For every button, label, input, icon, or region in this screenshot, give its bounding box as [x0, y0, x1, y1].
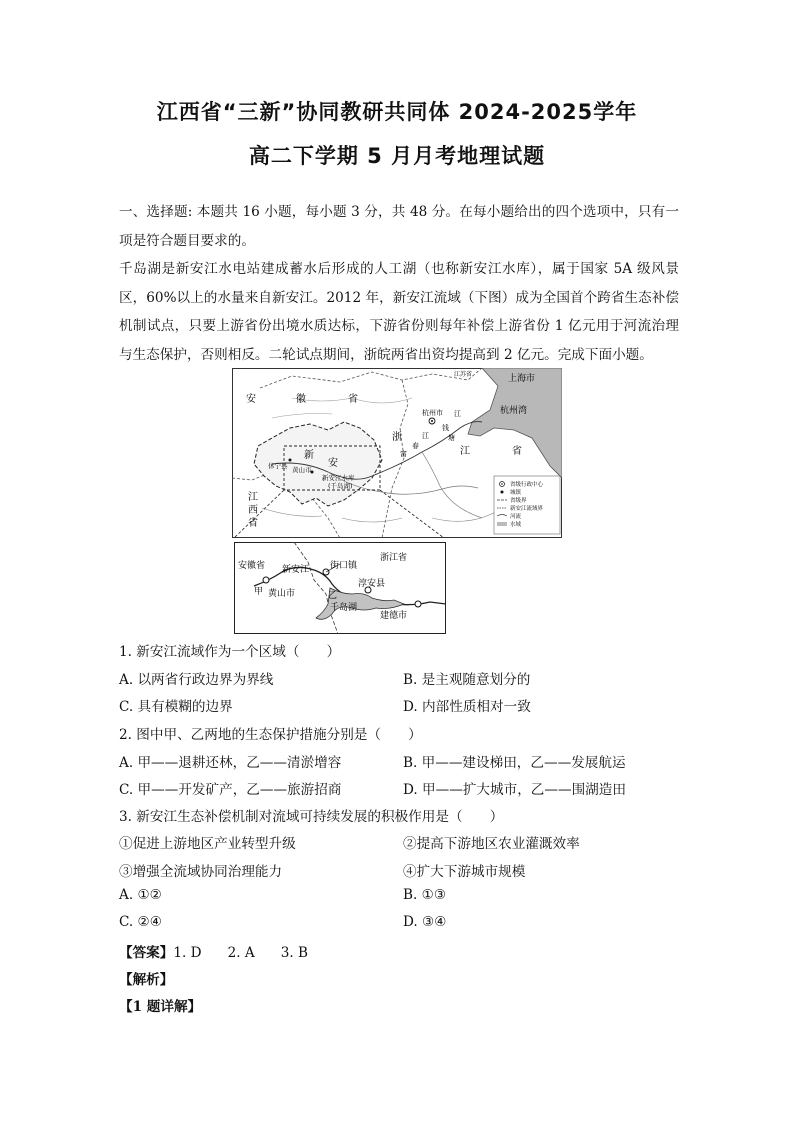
inset-label-anhui: 安徽省	[238, 561, 266, 571]
label-jiangxi-jiang: 江	[248, 492, 258, 503]
label-zhe-sheng: 省	[512, 446, 522, 457]
label-shanghai: 上海市	[508, 374, 536, 384]
inset-label-qiandaohu: 千岛湖	[330, 603, 358, 613]
legend-provincial-border: 省级界	[510, 498, 527, 504]
marker-jiande	[415, 601, 421, 607]
answer-label: 【答案】	[119, 945, 174, 961]
section-instructions: 一、选择题: 本题共 16 小题，每小题 3 分，共 48 分。在每小题给出的四个选项中，只有一项是符合题目要求的。	[119, 204, 679, 249]
label-tang: 塘	[448, 434, 455, 442]
label-qian: 钱	[442, 424, 449, 432]
label-xiuning: 休宁县	[268, 462, 288, 470]
marker-huangshan	[263, 577, 269, 583]
paper-title-line2: 高二下学期 5 月月考地理试题	[248, 144, 546, 168]
question-2-option-d: D. 甲——扩大城市，乙——围湖造田	[403, 782, 626, 798]
map-legend	[494, 476, 560, 534]
label-fu: 富	[400, 450, 407, 458]
inset-label-huangshan: 黄山市	[268, 589, 296, 599]
legend-provincial-capital: 省级行政中心	[510, 482, 544, 488]
question-3-option-b: B. ①③	[403, 887, 447, 903]
question-3-option-c: C. ②④	[119, 914, 162, 930]
question-1-stem: 1. 新安江流域作为一个区域（ ）	[119, 644, 341, 660]
legend-town: 城镇	[510, 490, 522, 496]
paper-title-line1: 江西省“三新”协同教研共同体 2024-2025学年	[156, 100, 638, 124]
question-3-option-d: D. ③④	[403, 914, 447, 930]
xinanjiang-basin-map	[232, 368, 562, 538]
legend-basin-border: 新安江流域界	[510, 506, 544, 512]
label-huangshan: 黄山市	[292, 466, 312, 474]
question-1-option-d: D. 内部性质相对一致	[403, 699, 531, 715]
question-2-option-a: A. 甲——退耕还林，乙——清淤增容	[119, 755, 342, 771]
label-anhui-hui: 徽	[296, 394, 306, 405]
question-3-stem: 3. 新安江生态补偿机制对流域可持续发展的积极作用是（ ）	[119, 809, 504, 825]
inset-label-jiekou: 街口镇	[330, 561, 358, 571]
inset-label-jiande: 建德市	[380, 611, 408, 621]
question-3-option-a: A. ①②	[119, 887, 162, 903]
label-hangzhouwan: 杭州湾	[500, 406, 528, 416]
question-3-statement-4: ④扩大下游城市规模	[403, 864, 526, 880]
inset-label-jia: 甲	[254, 587, 264, 597]
label-zhe-jiang: 江	[460, 446, 470, 457]
question-1-option-b: B. 是主观随意划分的	[403, 672, 531, 688]
reading-passage: 千岛湖是新安江水电站建成蓄水后形成的人工湖（也称新安江水库），属于国家 5A 级风景区，60%以上的水量来自新安江。2012 年，新安江流域（下图）成为全国首个跨省生态补偿机制试点，只要上游省份出境水质达标，下游省份则每年补偿上游省份 1 亿元用于河流治理与生态保护，否则相反。二轮试点期间，浙皖两省出资均提高到 2 亿元。完成下面小题。	[119, 261, 679, 363]
inset-label-zhejiang: 浙江省	[380, 553, 408, 563]
answer-1: 1. D	[173, 945, 202, 961]
label-reservoir: 新安江水库	[322, 474, 355, 482]
label-fuchun-jiang: 江	[422, 432, 429, 440]
label-hangzhou: 杭州市	[422, 409, 443, 417]
answer-2: 2. A	[227, 945, 255, 961]
label-chun: 春	[412, 442, 419, 450]
question-1-option-a: A. 以两省行政边界为界线	[119, 672, 274, 688]
label-reservoir-alt: (千岛湖)	[328, 482, 353, 490]
label-jiangsu: 江苏省	[454, 371, 473, 378]
analysis-label: 【解析】	[119, 972, 174, 988]
label-zhe: 浙	[392, 432, 402, 443]
legend-water: 水域	[510, 522, 522, 528]
label-qiantang-jiang: 江	[454, 410, 461, 418]
label-anhui-an: 安	[246, 394, 256, 405]
label-xin: 新	[304, 450, 314, 461]
answer-row	[119, 941, 308, 961]
inset-map	[234, 542, 446, 634]
question-1-option-c: C. 具有模糊的边界	[119, 699, 233, 715]
label-anhui-sheng: 省	[348, 394, 358, 405]
question-3-statement-1: ①促进上游地区产业转型升级	[119, 836, 296, 852]
label-jiangxi-xi: 西	[248, 505, 258, 516]
inset-label-xinanjiang: 新安江	[282, 565, 310, 575]
label-jiangxi-sheng: 省	[248, 518, 258, 529]
question-2-stem: 2. 图中甲、乙两地的生态保护措施分别是（ ）	[119, 727, 422, 743]
question-3-statement-2: ②提高下游地区农业灌溉效率	[403, 836, 580, 852]
answer-3: 3. B	[280, 945, 308, 961]
question-3-statement-3: ③增强全流域协同治理能力	[119, 864, 283, 880]
question-2-option-b: B. 甲——建设梯田，乙——发展航运	[403, 755, 626, 771]
question-2-option-c: C. 甲——开发矿产，乙——旅游招商	[119, 782, 342, 798]
detail-label: 【1 题详解】	[119, 999, 202, 1015]
inset-label-chunan: 淳安县	[358, 579, 386, 589]
inset-label-yi: 乙	[328, 591, 338, 601]
label-an: 安	[328, 458, 338, 469]
legend-river: 河流	[510, 514, 522, 520]
